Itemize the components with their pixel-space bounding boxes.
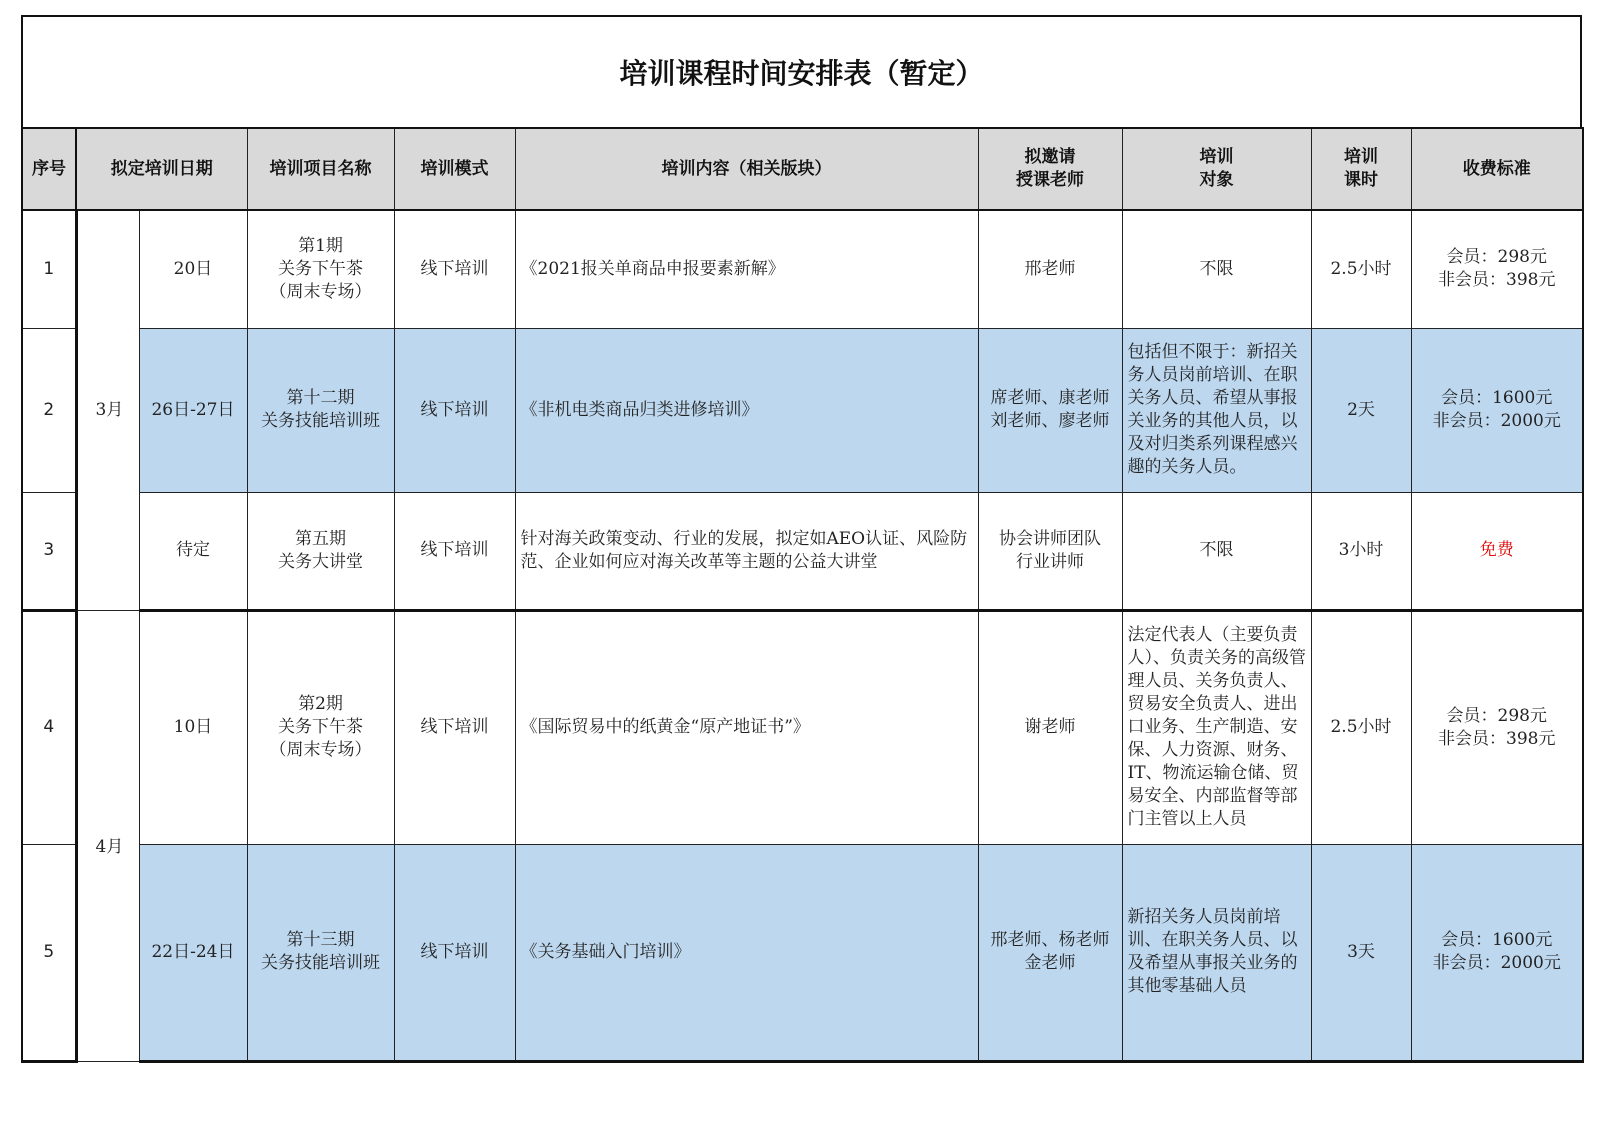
row-name: 第十三期 关务技能培训班 (247, 844, 394, 1061)
row-day: 26日-27日 (139, 328, 247, 492)
row-target: 不限 (1122, 210, 1311, 328)
row-mode: 线下培训 (394, 844, 515, 1061)
table-row (22, 844, 1583, 1061)
header-row (22, 128, 1583, 210)
row-hours: 3天 (1311, 844, 1411, 1061)
row-fee: 会员：1600元 非会员：2000元 (1411, 844, 1583, 1061)
row-target: 法定代表人（主要负责人）、负责关务的高级管理人员、关务负责人、贸易安全负责人、进出口业务、生产制造、安保、人力资源、财务、IT、物流运输仓储、贸易安全、内部监督等部门主管以上人员 (1122, 610, 1311, 844)
row-mode: 线下培训 (394, 610, 515, 844)
row-hours: 2.5小时 (1311, 210, 1411, 328)
row-content: 针对海关政策变动、行业的发展，拟定如AEO认证、风险防范、企业如何应对海关改革等主题的公益大讲堂 (515, 492, 978, 610)
row-fee-free: 免费 (1411, 492, 1583, 610)
row-mode: 线下培训 (394, 210, 515, 328)
month-cell: 4月 (76, 610, 139, 1061)
row-day: 20日 (139, 210, 247, 328)
schedule-table (21, 127, 1584, 1063)
row-content: 《非机电类商品归类进修培训》 (515, 328, 978, 492)
row-teacher: 邢老师 (978, 210, 1122, 328)
table-row (22, 210, 1583, 328)
row-target: 新招关务人员岗前培训、在职关务人员、以及希望从事报关业务的其他零基础人员 (1122, 844, 1311, 1061)
row-fee: 会员：1600元 非会员：2000元 (1411, 328, 1583, 492)
row-seq: 1 (22, 210, 76, 328)
row-content: 《2021报关单商品申报要素新解》 (515, 210, 978, 328)
row-seq: 5 (22, 844, 76, 1061)
row-day: 10日 (139, 610, 247, 844)
row-mode: 线下培训 (394, 328, 515, 492)
header-target: 培训 对象 (1122, 128, 1311, 210)
sheet-title: 培训课程时间安排表（暂定） (21, 15, 1582, 127)
header-teacher: 拟邀请 授课老师 (978, 128, 1122, 210)
month-cell: 3月 (76, 210, 139, 610)
table-row (22, 492, 1583, 610)
row-hours: 3小时 (1311, 492, 1411, 610)
row-teacher: 谢老师 (978, 610, 1122, 844)
header-hours: 培训 课时 (1311, 128, 1411, 210)
row-target: 包括但不限于：新招关务人员岗前培训、在职关务人员、希望从事报关业务的其他人员，以及对归类系列课程感兴趣的关务人员。 (1122, 328, 1311, 492)
row-hours: 2天 (1311, 328, 1411, 492)
row-fee: 会员：298元 非会员：398元 (1411, 210, 1583, 328)
row-target: 不限 (1122, 492, 1311, 610)
row-seq: 4 (22, 610, 76, 844)
table-row (22, 610, 1583, 844)
header-date: 拟定培训日期 (76, 128, 247, 210)
row-name: 第十二期 关务技能培训班 (247, 328, 394, 492)
header-name: 培训项目名称 (247, 128, 394, 210)
row-day: 22日-24日 (139, 844, 247, 1061)
row-name: 第2期 关务下午茶 （周末专场） (247, 610, 394, 844)
header-fee: 收费标准 (1411, 128, 1583, 210)
row-name: 第五期 关务大讲堂 (247, 492, 394, 610)
header-content: 培训内容（相关版块） (515, 128, 978, 210)
row-hours: 2.5小时 (1311, 610, 1411, 844)
row-content: 《关务基础入门培训》 (515, 844, 978, 1061)
row-teacher: 席老师、康老师 刘老师、廖老师 (978, 328, 1122, 492)
row-day: 待定 (139, 492, 247, 610)
row-name: 第1期 关务下午茶 （周末专场） (247, 210, 394, 328)
row-content: 《国际贸易中的纸黄金“原产地证书”》 (515, 610, 978, 844)
row-mode: 线下培训 (394, 492, 515, 610)
header-seq: 序号 (22, 128, 76, 210)
row-teacher: 邢老师、杨老师 金老师 (978, 844, 1122, 1061)
row-seq: 2 (22, 328, 76, 492)
row-teacher: 协会讲师团队 行业讲师 (978, 492, 1122, 610)
row-fee: 会员：298元 非会员：398元 (1411, 610, 1583, 844)
row-seq: 3 (22, 492, 76, 610)
header-mode: 培训模式 (394, 128, 515, 210)
table-row (22, 328, 1583, 492)
schedule-sheet (21, 15, 1582, 1063)
